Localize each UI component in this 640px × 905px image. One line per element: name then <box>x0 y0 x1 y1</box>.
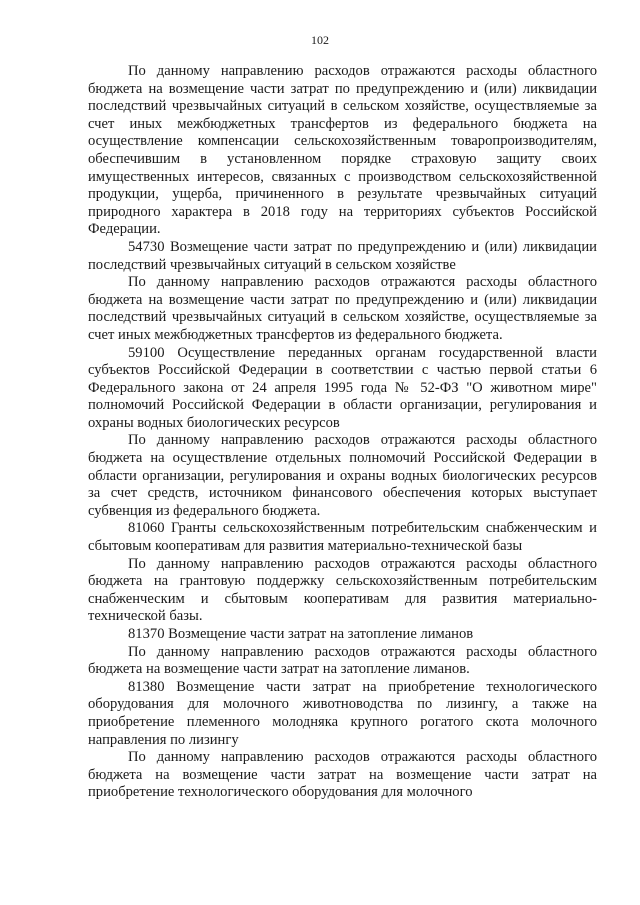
paragraph-code-heading: 59100 Осуществление переданных органам государственной власти субъектов Российской Федерации в соответствии с частью первой статьи 6 Федерального закона от 24 апреля 1995 года № 52-ФЗ "О животном мире" полномочий Российской Федерации в области организации, регулирования и охраны водных биологических ресурсов <box>88 344 597 431</box>
page-number: 102 <box>311 33 329 47</box>
paragraph-code-heading: 81380 Возмещение части затрат на приобретение технологического оборудования для молочного животноводства по лизингу, а также на приобретение племенного молодняка крупного рогатого скота молочного направления по лизингу <box>88 678 597 748</box>
paragraph-description: По данному направлению расходов отражаются расходы областного бюджета на возмещение части затрат по предупреждению и (или) ликвидации последствий чрезвычайных ситуаций в сельском хозяйстве, осуществляемые за счет иных межбюджетных трансфертов из федерального бюджета. <box>88 274 597 343</box>
document-body <box>88 63 597 802</box>
paragraph-description: По данному направлению расходов отражаются расходы областного бюджета на возмещение части затрат на возмещение части затрат на приобретение технологического оборудования для молочного <box>88 749 597 801</box>
paragraph-description: По данному направлению расходов отражаются расходы областного бюджета на возмещение части затрат на затопление лиманов. <box>88 643 597 678</box>
paragraph-code-heading: 54730 Возмещение части затрат по предупреждению и (или) ликвидации последствий чрезвычайных ситуаций в сельском хозяйстве <box>88 238 597 273</box>
paragraph-code-heading: 81370 Возмещение части затрат на затопление лиманов <box>128 626 474 642</box>
paragraph-description: По данному направлению расходов отражаются расходы областного бюджета на осуществление отдельных полномочий Российской Федерации в области организации, регулирования и охраны водных биологических ресурсов за счет средств, источником финансового обеспечения которых выступает субвенция из федерального бюджета. <box>88 432 597 519</box>
paragraph-description: По данному направлению расходов отражаются расходы областного бюджета на грантовую поддержку сельскохозяйственным потребительским снабженческим и сбытовым кооперативам для развития материально-технической базы. <box>88 555 597 625</box>
paragraph-description: По данному направлению расходов отражаются расходы областного бюджета на возмещение части затрат по предупреждению и (или) ликвидации последствий чрезвычайных ситуаций в сельском хозяйстве, осуществляемые за счет иных межбюджетных трансфертов из федерального бюджета на осуществление компенсации сельскохозяйственным товаропроизводителям, обеспечившим в установленном порядке страховую защиту своих имущественных интересов, связанных с производством сельскохозяйственной продукции, ущерба, причиненного в результате чрезвычайных ситуаций природного характера в 2018 году на территориях субъектов Российской Федерации. <box>88 63 597 238</box>
paragraph-code-heading: 81060 Гранты сельскохозяйственным потребительским снабженческим и сбытовым кооперативам для развития материально-технической базы <box>88 520 597 555</box>
